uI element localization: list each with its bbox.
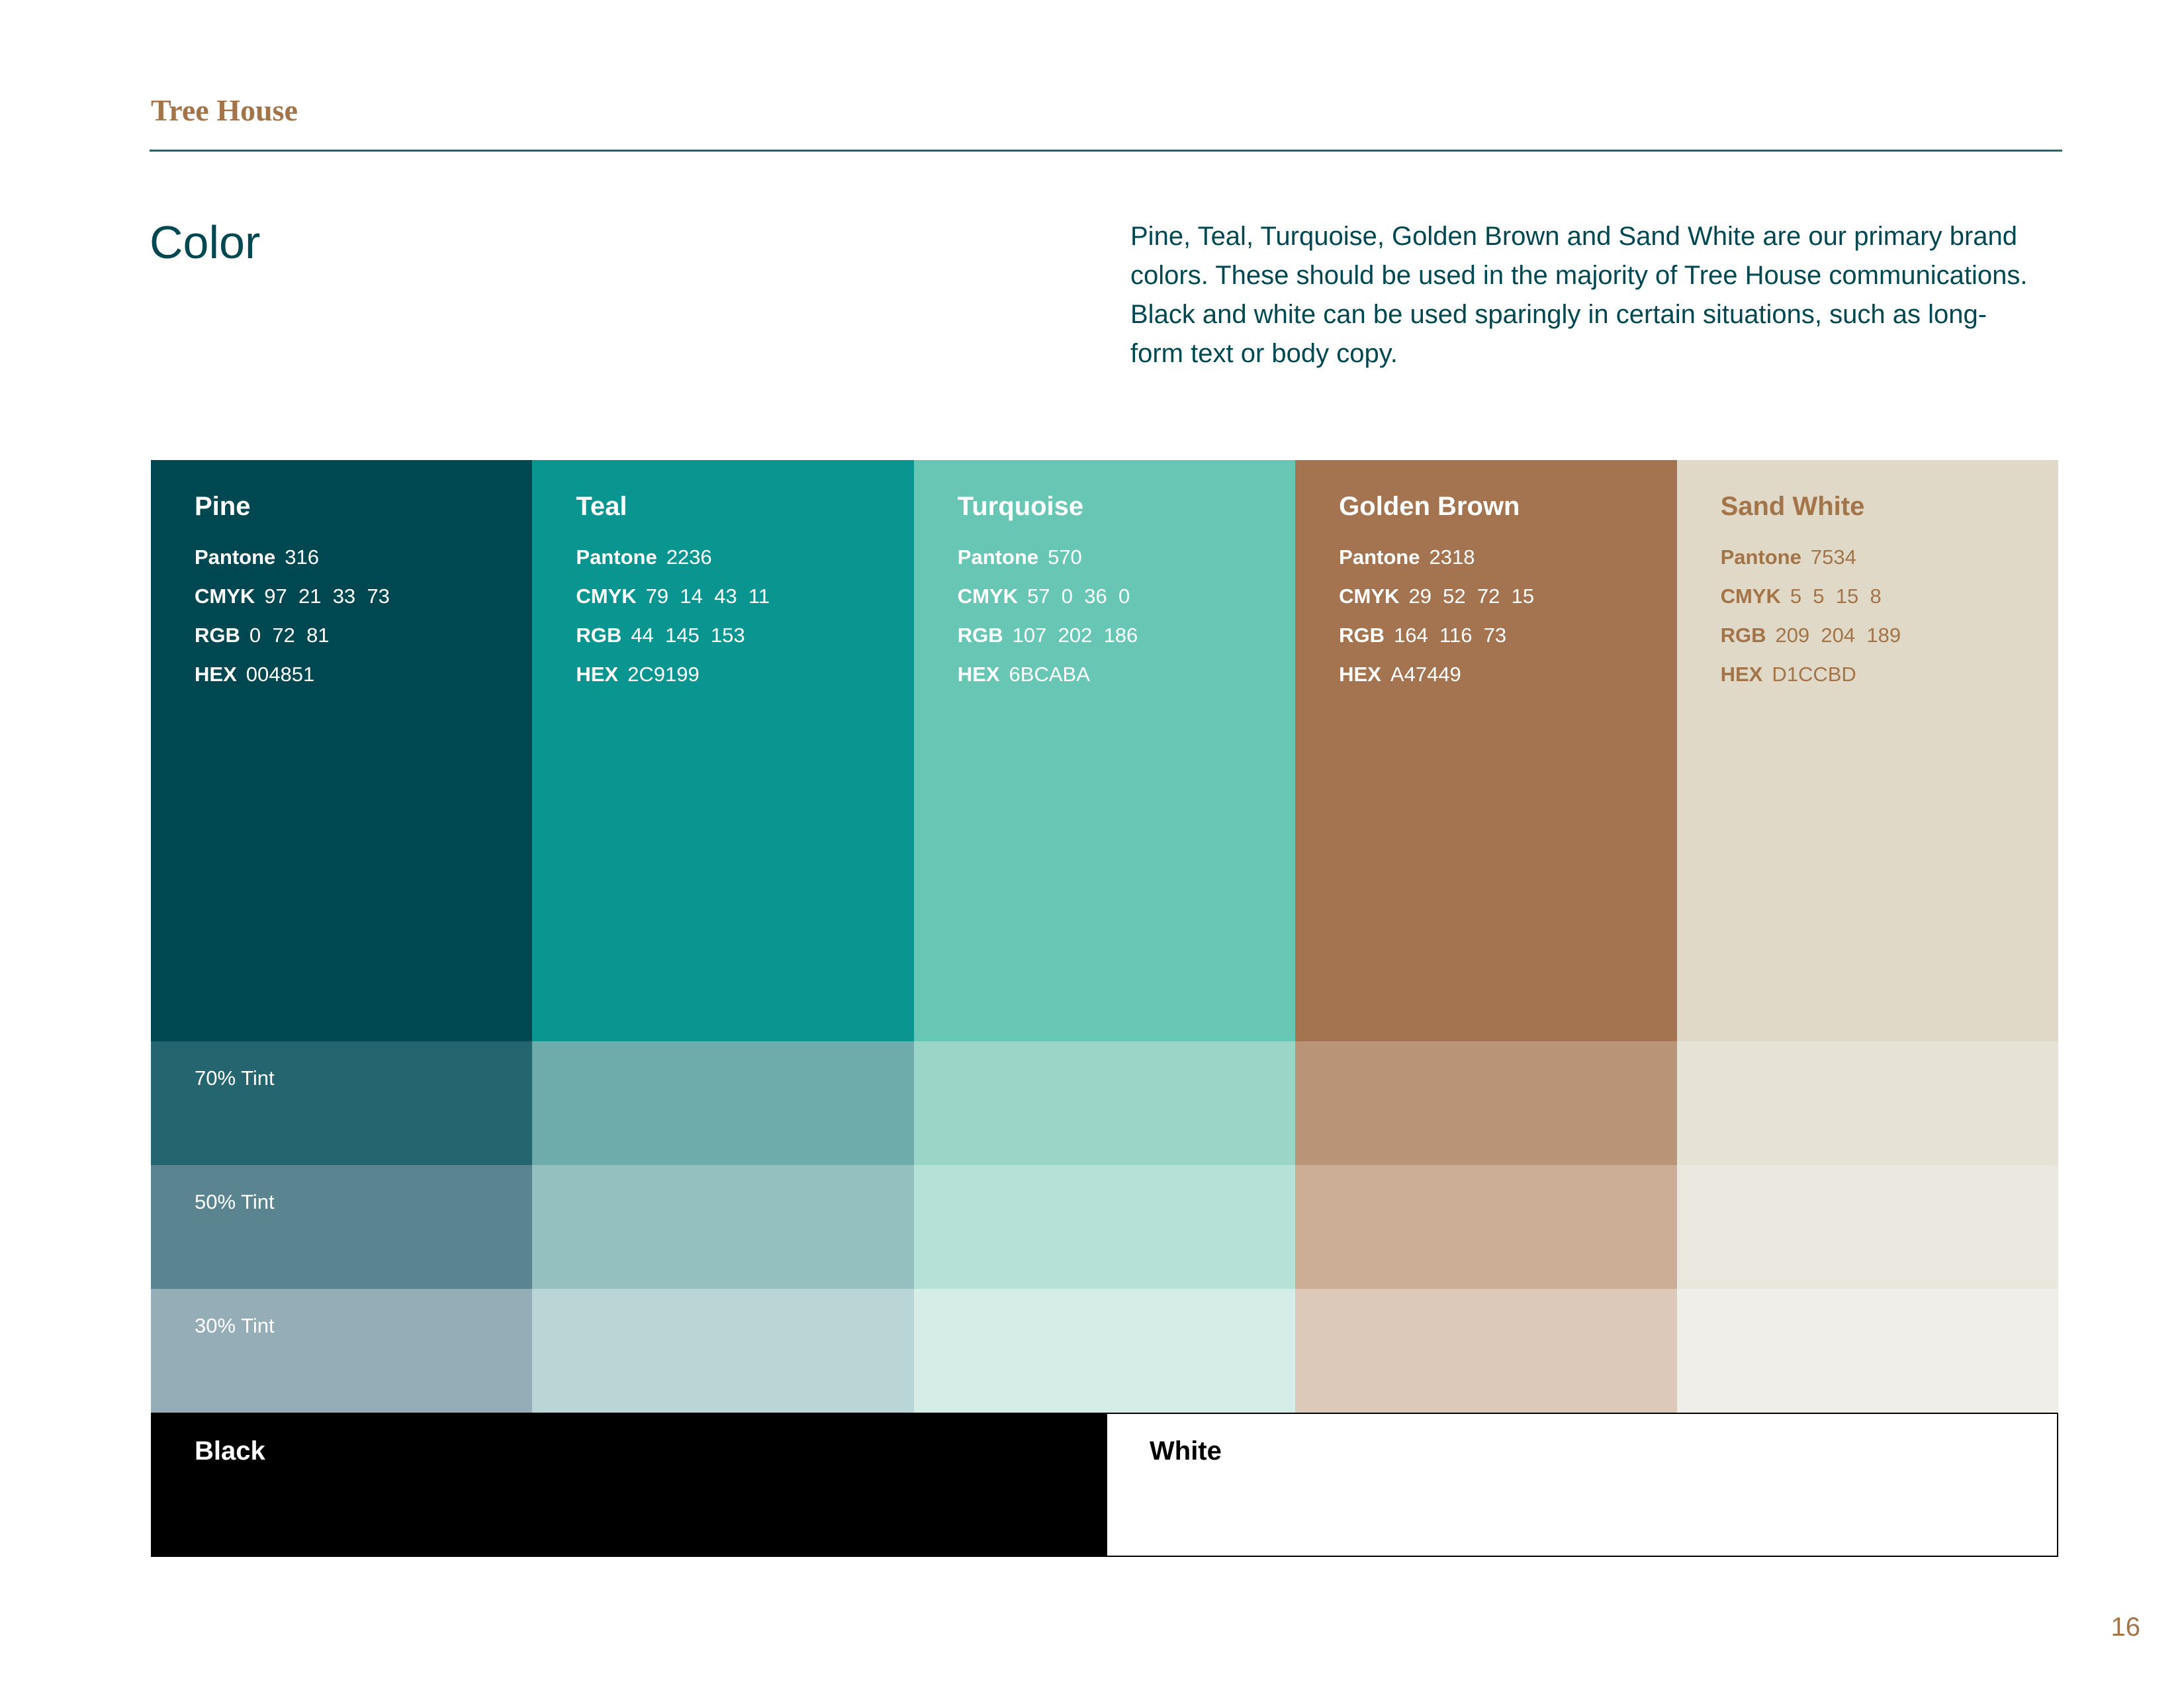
tint-swatch bbox=[1295, 1165, 1676, 1289]
color-spec-pantone bbox=[195, 538, 532, 577]
spec-label: CMYK bbox=[957, 585, 1019, 608]
spec-value: D1CCBD bbox=[1772, 663, 1856, 686]
spec-label: HEX bbox=[957, 663, 1000, 686]
spec-value: 79 14 43 11 bbox=[645, 585, 770, 608]
brand-name: Tree House bbox=[151, 93, 298, 127]
tint-swatch bbox=[532, 1165, 913, 1289]
spec-value: 2318 bbox=[1429, 545, 1475, 569]
color-spec-hex bbox=[1339, 655, 1676, 694]
spec-label: HEX bbox=[1339, 663, 1381, 686]
spec-value: 004851 bbox=[246, 663, 315, 686]
color-spec-hex bbox=[958, 655, 1295, 694]
color-spec-hex bbox=[576, 655, 913, 694]
spec-label: RGB bbox=[1339, 624, 1385, 647]
color-spec-rgb bbox=[195, 616, 532, 655]
color-spec-rgb bbox=[1721, 616, 2058, 655]
tint-swatch bbox=[1677, 1165, 2058, 1289]
color-spec-rgb bbox=[1339, 616, 1676, 655]
spec-label: Pantone bbox=[1339, 545, 1420, 569]
neutral-swatches bbox=[151, 1413, 2058, 1557]
color-name: Golden Brown bbox=[1339, 492, 1520, 521]
spec-label: RGB bbox=[195, 624, 240, 647]
color-spec-pantone bbox=[576, 538, 913, 577]
spec-label: Pantone bbox=[195, 545, 276, 569]
tint-swatch bbox=[914, 1165, 1295, 1289]
spec-value: 164 116 73 bbox=[1394, 624, 1507, 647]
swatch-column bbox=[914, 460, 1295, 1413]
spec-label: Pantone bbox=[576, 545, 657, 569]
color-swatch bbox=[1677, 460, 2058, 1041]
spec-label: Pantone bbox=[957, 545, 1039, 569]
spec-value: A47449 bbox=[1390, 663, 1461, 686]
page-number: 16 bbox=[2111, 1613, 2140, 1642]
color-name: Sand White bbox=[1720, 492, 1865, 521]
spec-value: 316 bbox=[285, 545, 320, 569]
white-swatch-label: White bbox=[1150, 1436, 1222, 1466]
tint-swatch bbox=[151, 1041, 532, 1165]
swatch-column bbox=[151, 460, 532, 1413]
swatch-column bbox=[1677, 460, 2058, 1413]
intro-paragraph: Pine, Teal, Turquoise, Golden Brown and Sand White are our primary brand colors. These should be used in the majority of Tree House communications. Black and white can be used sparingly in certain situations, such as long-form text or body copy. bbox=[1130, 222, 2028, 368]
color-swatch bbox=[151, 460, 532, 1041]
spec-value: 5 5 15 8 bbox=[1790, 585, 1882, 608]
spec-value: 0 72 81 bbox=[249, 624, 330, 647]
spec-label: CMYK bbox=[195, 585, 255, 608]
tint-label: 70% Tint bbox=[195, 1066, 275, 1090]
tint-swatch bbox=[532, 1041, 913, 1165]
color-spec-cmyk bbox=[958, 577, 1295, 616]
color-spec-rgb bbox=[576, 616, 913, 655]
spec-label: RGB bbox=[576, 624, 622, 647]
tint-swatch bbox=[914, 1289, 1295, 1413]
color-spec-hex bbox=[1721, 655, 2058, 694]
spec-value: 29 52 72 15 bbox=[1408, 585, 1535, 608]
color-name: Pine bbox=[195, 492, 251, 521]
color-spec-cmyk bbox=[576, 577, 913, 616]
spec-label: RGB bbox=[1720, 624, 1766, 647]
tint-swatch bbox=[1677, 1041, 2058, 1165]
color-spec-hex bbox=[195, 655, 532, 694]
black-swatch-label: Black bbox=[195, 1436, 265, 1466]
swatch-column bbox=[532, 460, 913, 1413]
tint-swatch bbox=[151, 1165, 532, 1289]
color-name: Turquoise bbox=[957, 492, 1084, 521]
tint-label: 30% Tint bbox=[195, 1314, 275, 1337]
tint-label: 50% Tint bbox=[195, 1190, 275, 1213]
spec-value: 6BCABA bbox=[1009, 663, 1090, 686]
color-swatch bbox=[914, 460, 1295, 1041]
color-spec-pantone bbox=[1721, 538, 2058, 577]
spec-label: HEX bbox=[195, 663, 237, 686]
spec-value: 107 202 186 bbox=[1012, 624, 1138, 647]
color-spec-pantone bbox=[958, 538, 1295, 577]
spec-value: 97 21 33 73 bbox=[264, 585, 390, 608]
white-swatch bbox=[1106, 1413, 2058, 1557]
spec-label: CMYK bbox=[1339, 585, 1400, 608]
page-title: Color bbox=[150, 216, 261, 268]
color-spec-cmyk bbox=[1339, 577, 1676, 616]
color-spec-cmyk bbox=[1721, 577, 2058, 616]
tint-swatch bbox=[151, 1289, 532, 1413]
color-spec-pantone bbox=[1339, 538, 1676, 577]
spec-value: 57 0 36 0 bbox=[1027, 585, 1130, 608]
header-divider bbox=[150, 150, 2062, 152]
spec-value: 7534 bbox=[1810, 545, 1856, 569]
spec-value: 2C9199 bbox=[627, 663, 700, 686]
tint-swatch bbox=[914, 1041, 1295, 1165]
spec-value: 44 145 153 bbox=[631, 624, 745, 647]
color-spec-cmyk bbox=[195, 577, 532, 616]
spec-value: 2236 bbox=[666, 545, 712, 569]
spec-value: 209 204 189 bbox=[1775, 624, 1901, 647]
color-swatch bbox=[532, 460, 913, 1041]
spec-label: HEX bbox=[1720, 663, 1763, 686]
tint-swatch bbox=[1295, 1289, 1676, 1413]
color-spec-rgb bbox=[958, 616, 1295, 655]
tint-swatch bbox=[1677, 1289, 2058, 1413]
spec-label: HEX bbox=[576, 663, 619, 686]
color-swatch-grid bbox=[151, 460, 2058, 1413]
spec-value: 570 bbox=[1048, 545, 1082, 569]
tint-swatch bbox=[1295, 1041, 1676, 1165]
spec-label: Pantone bbox=[1720, 545, 1801, 569]
swatch-column bbox=[1295, 460, 1676, 1413]
black-swatch bbox=[151, 1413, 1106, 1557]
spec-label: RGB bbox=[957, 624, 1003, 647]
spec-label: CMYK bbox=[576, 585, 637, 608]
color-name: Teal bbox=[576, 492, 627, 521]
tint-swatch bbox=[532, 1289, 913, 1413]
color-swatch bbox=[1295, 460, 1676, 1041]
spec-label: CMYK bbox=[1720, 585, 1781, 608]
